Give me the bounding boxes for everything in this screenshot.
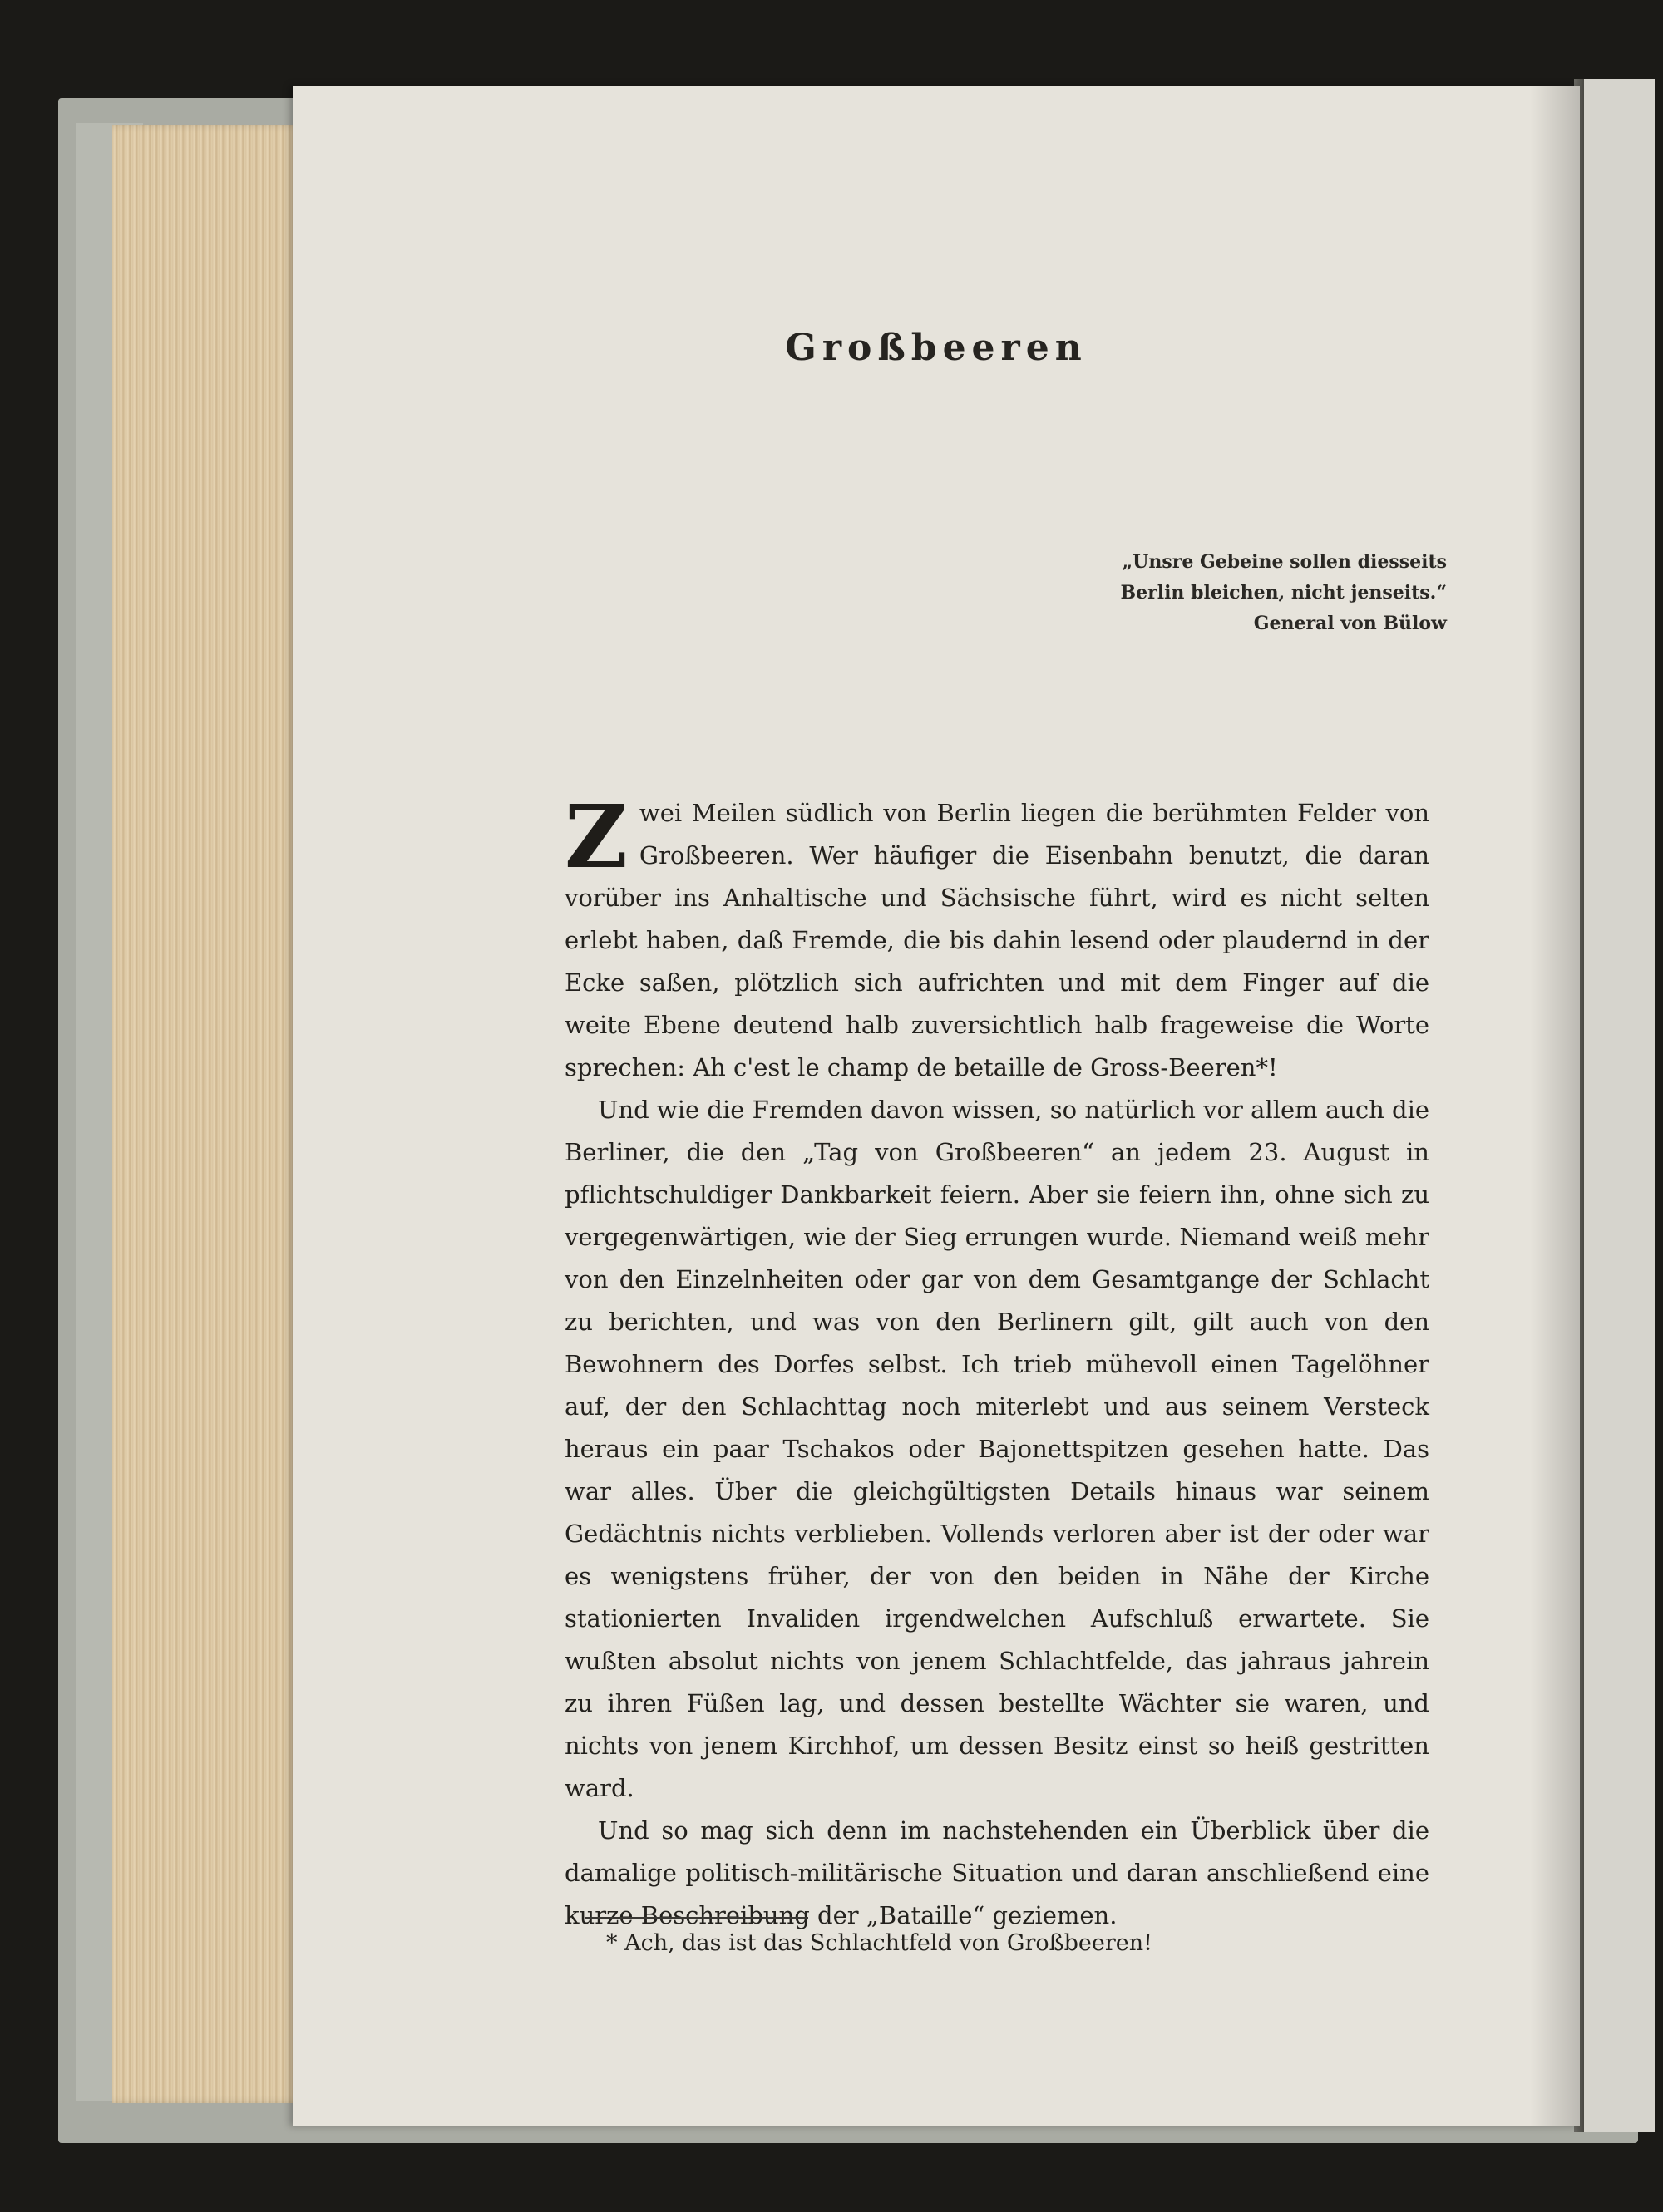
chapter-title: Großbeeren <box>785 327 1088 369</box>
epigraph <box>1121 547 1447 639</box>
book-page <box>293 86 1580 2126</box>
paragraph-text: wei Meilen südlich von Berlin liegen die berühmten Felder von Großbeeren. Wer häufiger die Eisenbahn benutzt, die daran vorüber ins Anhaltische und Sächsische führt, wird es nicht selten erlebt haben, daß Fremde, die bis dahin lesend oder plaudernd in der Ecke saßen, plötzlich sich aufrichten und mit dem Finger auf die weite Ebene deutend halb zuversichtlich halb frageweise die Worte sprechen: Ah c'est le champ de betaille de Gross-Beeren*! <box>565 799 1429 1081</box>
page-shade <box>1530 86 1580 2126</box>
drop-cap: Z <box>565 786 628 888</box>
epigraph-line: Berlin bleichen, nicht jenseits.“ <box>1120 582 1447 603</box>
page-edges <box>112 125 303 2103</box>
facing-page <box>1584 79 1655 2132</box>
footnote: * Ach, das ist das Schlachtfeld von Großbeeren! <box>606 1930 1153 1956</box>
paragraph: Und wie die Fremden davon wissen, so natürlich vor allem auch die Berliner, die den „Tag von Großbeeren“ an jedem 23. August in pflichtschuldiger Dankbarkeit feiern. Aber sie feiern ihn, ohne sich zu vergegenwärtigen, wie der Sieg errungen wurde. Niemand weiß mehr von den Einzelnheiten oder gar von dem Gesamtgange der Schlacht zu berichten, und was von den Berlinern gilt, gilt auch von den Bewohnern des Dorfes selbst. Ich trieb mühevoll einen Tagelöhner auf, der den Schlachttag noch miterlebt und aus seinem Versteck heraus ein paar Tschakos oder Bajonettspitzen gesehen hatte. Das war alles. Über die gleichgültigsten Details hinaus war seinem Gedächtnis nichts verblieben. Vollends verloren aber ist der oder war es wenigstens früher, der von den beiden in Nähe der Kirche stationierten Invaliden irgendwelchen Aufschluß erwartete. Sie wußten absolut nichts von jenem Schlachtfelde, das jahraus jahrein zu ihren Füßen lag, und dessen bestellte Wächter sie waren, und nichts von jenem Kirchhof, um dessen Besitz einst so heiß gestritten ward. <box>565 1096 1429 1802</box>
paragraph: Und so mag sich denn im nachstehenden ein Überblick über die damalige politisch-militärische Situation und daran anschließend eine kurze Beschreibung der „Bataille“ geziemen. <box>565 1816 1429 1929</box>
body-text <box>565 786 1429 1937</box>
epigraph-attribution: General von Bülow <box>1253 613 1447 634</box>
paragraph <box>565 786 1429 1089</box>
epigraph-line: „Unsre Gebeine sollen diesseits <box>1122 551 1447 573</box>
footnote-divider <box>585 1917 808 1919</box>
